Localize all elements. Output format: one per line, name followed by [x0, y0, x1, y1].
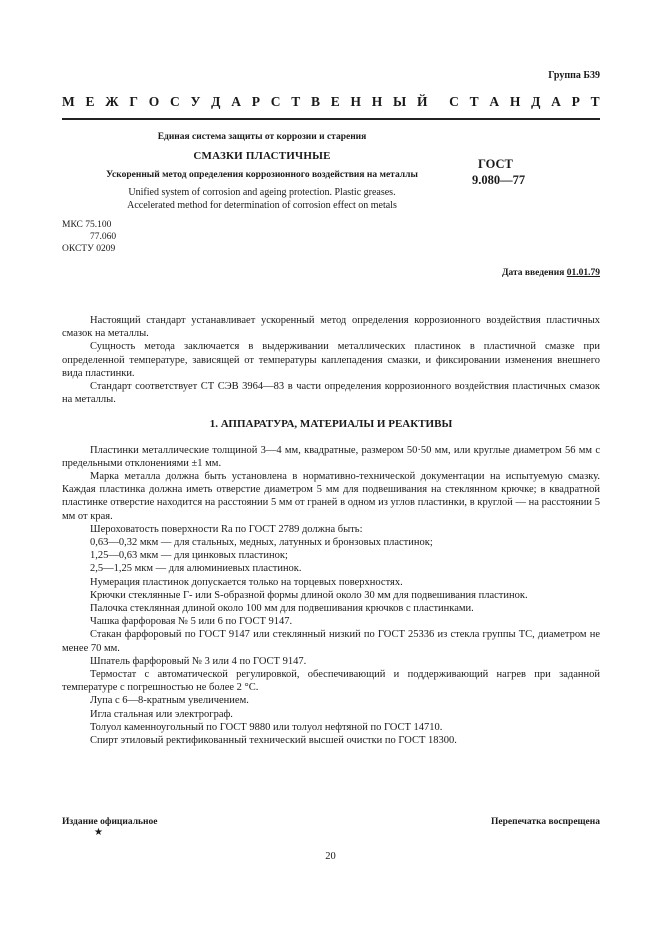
intro-paragraph: Сущность метода заключается в выдерживании металлических пластинок в пластичной смазке при определенной температуре, зависящей от температуры каплепадения смазки, и фиксировании изменения внешнего вида пластинки. [62, 341, 600, 379]
title-block [62, 132, 462, 212]
mks-code: МКС 75.100 [62, 220, 112, 230]
classification-codes [62, 219, 116, 255]
section-paragraph: 1,25—0,63 мкм — для цинковых пластинок; [90, 550, 288, 562]
introduction-date [502, 268, 600, 278]
standard-type-letter: Н [350, 94, 362, 109]
top-divider [62, 118, 600, 120]
standard-type-heading [62, 94, 600, 110]
introduction-date-label: Дата введения [501, 268, 565, 278]
standard-type-letter: А [551, 94, 561, 109]
section-paragraph: Палочка стеклянная длиной около 100 мм для подвешивания крючков с пластинками. [90, 603, 474, 615]
standard-type-letter: Е [85, 94, 95, 109]
standard-type-letter: Й [417, 94, 428, 109]
section-paragraph: Чашка фарфоровая № 5 или 6 по ГОСТ 9147. [90, 616, 293, 628]
section-paragraph: Марка металла должна быть установлена в нормативно-технической документации на испытуемую смазку. Каждая пластинка должна иметь отверстие диаметром 5 мм для подвешивания на стеклянном крючке; в квадратной пластинке отверстие находится на расстоянии 5 мм от граней в одном из углов пластинки, в круглой — на расстоянии 5 мм от края. [62, 471, 600, 522]
standard-type-letter: Т [291, 94, 301, 109]
standard-type-letter: М [62, 94, 75, 109]
standard-type-letter: А [231, 94, 241, 109]
intro-paragraph: Стандарт соответствует СТ СЭВ 3964—83 в части определения коррозионного воздействия пластичных смазок на металлы. [62, 381, 600, 406]
section-paragraph: Лупа с 6—8-кратным увеличением. [90, 695, 249, 707]
section-paragraph: Нумерация пластинок допускается только на торцевых поверхностях. [90, 576, 403, 588]
standard-type-letter: О [148, 94, 160, 109]
star-icon: ★ [94, 827, 103, 838]
group-code: Группа Б39 [548, 70, 600, 81]
gost-designation [472, 156, 525, 188]
standard-type-letter: А [489, 94, 500, 109]
section-paragraph: Шпатель фарфоровый № 3 или 4 по ГОСТ 9147. [90, 655, 307, 667]
standard-type-letter: Ж [105, 94, 119, 109]
standard-type-letter: Д [531, 94, 541, 109]
standard-type-letter: С [449, 94, 459, 109]
page-number: 20 [325, 851, 336, 862]
standard-type-letter: Ы [393, 94, 407, 109]
standard-type-letter: Н [509, 94, 521, 109]
method-title: Ускоренный метод определения коррозионного воздействия на металлы [106, 170, 418, 180]
okstu-code: ОКСТУ 0209 [62, 244, 116, 254]
official-edition-label: Издание официальное [62, 817, 158, 827]
standard-type-letter: В [310, 94, 320, 109]
standard-type-letter: С [270, 94, 281, 109]
section-paragraph: 2,5—1,25 мкм — для алюминиевых пластинок. [90, 563, 302, 575]
standard-type-letter: Е [330, 94, 340, 109]
standard-name: СМАЗКИ ПЛАСТИЧНЫЕ [193, 150, 331, 162]
section-paragraph: Пластинки металлические толщиной 3—4 мм, квадратные, размером 50·50 мм, или круглые диаметром 56 мм с предельными отклонениями ±1 мм. [62, 444, 600, 469]
standard-type-letter: Р [251, 94, 260, 109]
section-paragraph: Игла стальная или электрограф. [90, 708, 233, 720]
reprint-notice: Перепечатка воспрещена [490, 817, 600, 827]
english-title-line-1: Unified system of corrosion and ageing protection. Plastic greases. [128, 187, 396, 198]
english-title [62, 186, 462, 212]
intro-paragraph: Настоящий стандарт устанавливает ускоренный метод определения коррозионного воздействия пластичных смазок на металлы. [62, 315, 600, 340]
section-paragraph: Крючки стеклянные Г- или S-образной формы длиной около 30 мм для подвешивания пластинок. [90, 589, 528, 601]
standard-type-letter: Н [371, 94, 383, 109]
section-paragraph: Стакан фарфоровый по ГОСТ 9147 или стеклянный низкий по ГОСТ 25336 из стекла группы ТС, диаметром не менее 70 мм. [62, 629, 600, 654]
section-paragraph: Термостат с автоматической регулировкой, обеспечивающий и поддерживающий нагрев при заданной температуре с погрешностью не более 2 °С. [62, 669, 600, 694]
document-body [62, 314, 600, 747]
gost-label: ГОСТ [478, 157, 513, 171]
standard-type-letter: Т [469, 94, 479, 109]
standard-type-letter: Т [590, 94, 600, 109]
gost-number: 9.080—77 [472, 173, 526, 187]
standard-type-letter: У [190, 94, 201, 109]
standard-type-letter: Г [129, 94, 138, 109]
section-paragraph: Толуол каменноугольный по ГОСТ 9880 или толуол нефтяной по ГОСТ 14710. [90, 721, 443, 733]
english-title-line-2: Accelerated method for determination of corrosion effect on metals [127, 200, 397, 211]
introduction-date-value: 01.01.79 [566, 268, 600, 278]
section-paragraph: 0,63—0,32 мкм — для стальных, медных, латунных и бронзовых пластинок; [90, 537, 433, 549]
standard-type-letter: С [169, 94, 180, 109]
standard-type-letter: Р [571, 94, 580, 109]
standard-type-letter: Д [211, 94, 221, 109]
section-heading: 1. АППАРАТУРА, МАТЕРИАЛЫ И РЕАКТИВЫ [209, 418, 453, 431]
section-paragraph: Спирт этиловый ректификованный технический высшей очистки по ГОСТ 18300. [90, 735, 457, 747]
section-paragraph: Шероховатость поверхности Ra по ГОСТ 2789 должна быть: [90, 523, 363, 535]
system-title: Единая система защиты от коррозии и старения [157, 132, 367, 142]
mks-code-second: 77.060 [90, 232, 117, 242]
